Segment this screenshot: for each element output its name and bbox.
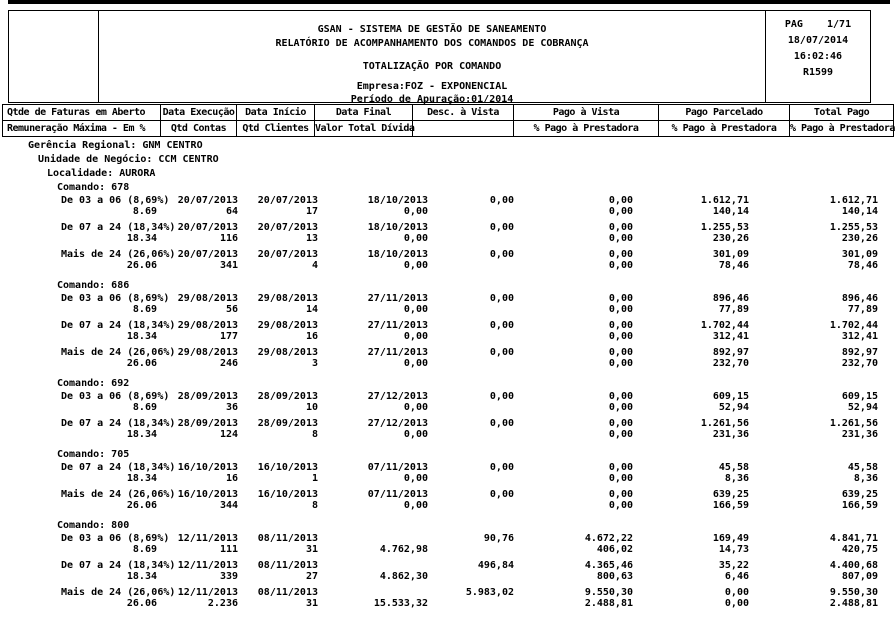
row-line (0, 195, 895, 206)
page-indicator: PAG 1/71 (784, 19, 852, 30)
faixa-label: Mais de 24 (26,06%) (61, 587, 176, 598)
row-line (0, 233, 895, 244)
cell-pago-a-vista: 0,00 (608, 418, 633, 429)
cell-data-execucao: 29/08/2013 (177, 320, 238, 331)
faixa-label: Mais de 24 (26,06%) (61, 249, 176, 260)
cell-qtd-clientes: 17 (305, 206, 318, 217)
cell-total-pago: 301,09 (841, 249, 878, 260)
unidade-negocio-line: Unidade de Negócio: CCM CENTRO (38, 154, 219, 165)
comando-label: Comando: 705 (57, 449, 130, 460)
cell-remuneracao: 18.34 (126, 571, 157, 582)
cell-pago-parcelado: 1.261,56 (700, 418, 749, 429)
faixa-label: De 03 a 06 (8,69%) (61, 391, 170, 402)
cell-data-execucao: 20/07/2013 (177, 222, 238, 233)
cell-qtd-clientes: 16 (305, 331, 318, 342)
cell-pct-pago-parcelado: 8,36 (724, 473, 749, 484)
cell-pago-a-vista: 0,00 (608, 249, 633, 260)
cell-pago-parcelado: 0,00 (724, 587, 749, 598)
cell-pct-pago-vista: 0,00 (608, 429, 633, 440)
cell-pago-parcelado: 301,09 (712, 249, 749, 260)
col-pct-total-pago: % Pago à Prestadora (790, 121, 894, 137)
cell-total-pago: 639,25 (841, 489, 878, 500)
cell-data-final: 07/11/2013 (367, 462, 428, 473)
faixa-label: Mais de 24 (26,06%) (61, 347, 176, 358)
cell-desc-a-vista: 0,00 (489, 462, 514, 473)
cell-data-execucao: 16/10/2013 (177, 489, 238, 500)
cell-data-inicio: 16/10/2013 (257, 462, 318, 473)
cell-remuneracao: 26.06 (126, 260, 157, 271)
cell-qtd-contas: 64 (225, 206, 238, 217)
cell-pct-pago-parcelado: 140,14 (712, 206, 749, 217)
cell-desc-a-vista: 90,76 (483, 533, 514, 544)
cell-total-pago: 1.612,71 (829, 195, 878, 206)
cell-data-inicio: 29/08/2013 (257, 320, 318, 331)
cell-remuneracao: 8.69 (132, 544, 157, 555)
cell-qtd-clientes: 8 (311, 500, 318, 511)
cell-pct-pago-vista: 0,00 (608, 358, 633, 369)
cell-pct-pago-parcelado: 0,00 (724, 598, 749, 609)
header-title-cell (99, 11, 765, 105)
comando-label: Comando: 678 (57, 182, 130, 193)
faixa-label: De 03 a 06 (8,69%) (61, 533, 170, 544)
cell-pct-total-pago: 807,09 (841, 571, 878, 582)
col-data-inicio: Data Início (237, 105, 315, 121)
cell-data-inicio: 29/08/2013 (257, 347, 318, 358)
cell-pct-pago-vista: 2.488,81 (584, 598, 633, 609)
cell-pct-pago-parcelado: 52,94 (718, 402, 749, 413)
cell-pago-a-vista: 0,00 (608, 489, 633, 500)
row-line (0, 206, 895, 217)
cell-qtd-clientes: 27 (305, 571, 318, 582)
col-valor-total-divida: Valor Total Dívida (315, 121, 413, 137)
cell-qtd-clientes: 3 (311, 358, 318, 369)
cell-qtd-clientes: 10 (305, 402, 318, 413)
table-row (0, 418, 895, 440)
cell-pago-a-vista: 4.365,46 (584, 560, 633, 571)
row-line (0, 347, 895, 358)
cell-pct-pago-vista: 800,63 (596, 571, 633, 582)
table-row (0, 560, 895, 582)
report-header-box (8, 10, 871, 103)
table-row (0, 249, 895, 271)
report-body (0, 136, 895, 614)
cell-valor-total-divida: 0,00 (403, 304, 428, 315)
row-line (0, 304, 895, 315)
cell-data-inicio: 08/11/2013 (257, 533, 318, 544)
cell-pct-total-pago: 2.488,81 (829, 598, 878, 609)
cell-data-execucao: 28/09/2013 (177, 418, 238, 429)
cell-remuneracao: 8.69 (132, 304, 157, 315)
cell-total-pago: 1.255,53 (829, 222, 878, 233)
cell-valor-total-divida: 0,00 (403, 402, 428, 413)
cell-qtd-contas: 111 (219, 544, 238, 555)
cell-data-inicio: 08/11/2013 (257, 560, 318, 571)
cell-qtd-clientes: 1 (311, 473, 318, 484)
row-line (0, 418, 895, 429)
cell-data-execucao: 12/11/2013 (177, 533, 238, 544)
faixa-label: De 03 a 06 (8,69%) (61, 293, 170, 304)
report-date: 18/07/2014 (787, 35, 849, 46)
col-qtd-clientes: Qtd Clientes (237, 121, 315, 137)
cell-pct-pago-parcelado: 77,89 (718, 304, 749, 315)
cell-data-execucao: 12/11/2013 (177, 587, 238, 598)
cell-pago-a-vista: 0,00 (608, 347, 633, 358)
cell-qtd-contas: 36 (225, 402, 238, 413)
row-line (0, 249, 895, 260)
row-line (0, 462, 895, 473)
cell-data-inicio: 20/07/2013 (257, 195, 318, 206)
cell-pago-a-vista: 0,00 (608, 391, 633, 402)
cell-pago-a-vista: 0,00 (608, 195, 633, 206)
cell-pago-a-vista: 0,00 (608, 293, 633, 304)
faixa-label: De 07 a 24 (18,34%) (61, 222, 176, 233)
cell-total-pago: 896,46 (841, 293, 878, 304)
cell-total-pago: 45,58 (847, 462, 878, 473)
cell-desc-a-vista: 0,00 (489, 489, 514, 500)
cell-valor-total-divida: 0,00 (403, 206, 428, 217)
cell-valor-total-divida: 4.862,30 (379, 571, 428, 582)
cell-pago-a-vista: 0,00 (608, 462, 633, 473)
cell-pct-pago-vista: 0,00 (608, 473, 633, 484)
cell-data-execucao: 20/07/2013 (177, 195, 238, 206)
cell-valor-total-divida: 0,00 (403, 260, 428, 271)
cell-qtd-clientes: 31 (305, 544, 318, 555)
comando-block (0, 181, 895, 271)
cell-data-final: 27/11/2013 (367, 320, 428, 331)
row-line (0, 571, 895, 582)
column-header-grid (2, 104, 894, 137)
cell-qtd-contas: 116 (219, 233, 238, 244)
cell-data-final: 18/10/2013 (367, 249, 428, 260)
cell-pct-pago-vista: 406,02 (596, 544, 633, 555)
col-data-final: Data Final (315, 105, 413, 121)
row-line (0, 500, 895, 511)
cell-data-inicio: 28/09/2013 (257, 418, 318, 429)
cell-valor-total-divida: 0,00 (403, 358, 428, 369)
cell-qtd-clientes: 31 (305, 598, 318, 609)
comando-label: Comando: 800 (57, 520, 130, 531)
cell-data-execucao: 16/10/2013 (177, 462, 238, 473)
row-line (0, 598, 895, 609)
cell-valor-total-divida: 15.533,32 (373, 598, 428, 609)
comando-label: Comando: 692 (57, 378, 130, 389)
cell-desc-a-vista: 0,00 (489, 391, 514, 402)
cell-pago-a-vista: 0,00 (608, 320, 633, 331)
col-qtd-contas: Qtd Contas (161, 121, 237, 137)
cell-qtd-contas: 56 (225, 304, 238, 315)
cell-data-inicio: 20/07/2013 (257, 249, 318, 260)
cell-pct-pago-vista: 0,00 (608, 233, 633, 244)
localidade-line: Localidade: AURORA (47, 168, 156, 179)
cell-pct-total-pago: 166,59 (841, 500, 878, 511)
comando-block (0, 448, 895, 511)
cell-data-final: 27/11/2013 (367, 347, 428, 358)
cell-pct-total-pago: 230,26 (841, 233, 878, 244)
cell-pago-parcelado: 169,49 (712, 533, 749, 544)
cell-pct-pago-parcelado: 6,46 (724, 571, 749, 582)
cell-remuneracao: 18.34 (126, 233, 157, 244)
cell-pct-pago-parcelado: 231,36 (712, 429, 749, 440)
report-title: RELATÓRIO DE ACOMPANHAMENTO DOS COMANDOS DE COBRANÇA (275, 38, 589, 49)
cell-pago-parcelado: 1.702,44 (700, 320, 749, 331)
cell-valor-total-divida: 0,00 (403, 331, 428, 342)
cell-data-final: 27/12/2013 (367, 418, 428, 429)
comando-label: Comando: 686 (57, 280, 130, 291)
cell-data-final: 18/10/2013 (367, 222, 428, 233)
row-line (0, 222, 895, 233)
comando-block (0, 377, 895, 440)
cell-pct-pago-parcelado: 78,46 (718, 260, 749, 271)
row-line (0, 320, 895, 331)
cell-pago-parcelado: 896,46 (712, 293, 749, 304)
cell-desc-a-vista: 0,00 (489, 249, 514, 260)
page-top-rule (8, 0, 890, 4)
table-row (0, 347, 895, 369)
cell-total-pago: 1.702,44 (829, 320, 878, 331)
cell-valor-total-divida: 0,00 (403, 429, 428, 440)
gerencia-regional-line: Gerência Regional: GNM CENTRO (28, 140, 203, 151)
cell-data-final: 27/12/2013 (367, 391, 428, 402)
cell-remuneracao: 18.34 (126, 331, 157, 342)
cell-pct-total-pago: 420,75 (841, 544, 878, 555)
report-subtitle: TOTALIZAÇÃO POR COMANDO (362, 61, 502, 72)
col-pct-pago-parcelado: % Pago à Prestadora (659, 121, 790, 137)
cell-remuneracao: 18.34 (126, 473, 157, 484)
cell-total-pago: 892,97 (841, 347, 878, 358)
empresa-line: Empresa:FOZ - EXPONENCIAL (356, 81, 508, 92)
comandos-list (0, 181, 895, 609)
cell-pct-pago-parcelado: 166,59 (712, 500, 749, 511)
cell-valor-total-divida: 0,00 (403, 500, 428, 511)
faixa-label: De 03 a 06 (8,69%) (61, 195, 170, 206)
cell-total-pago: 1.261,56 (829, 418, 878, 429)
table-row (0, 391, 895, 413)
col-remuneracao: Remuneração Máxima - Em % (3, 121, 161, 137)
col-total-pago: Total Pago (790, 105, 894, 121)
cell-pago-parcelado: 1.255,53 (700, 222, 749, 233)
cell-valor-total-divida: 4.762,98 (379, 544, 428, 555)
cell-remuneracao: 26.06 (126, 500, 157, 511)
col-data-execucao: Data Execução (161, 105, 237, 121)
row-line (0, 358, 895, 369)
cell-pct-pago-vista: 0,00 (608, 500, 633, 511)
cell-desc-a-vista: 0,00 (489, 418, 514, 429)
cell-pct-total-pago: 140,14 (841, 206, 878, 217)
cell-data-execucao: 29/08/2013 (177, 293, 238, 304)
cell-desc-a-vista: 496,84 (477, 560, 514, 571)
row-line (0, 587, 895, 598)
cell-remuneracao: 26.06 (126, 598, 157, 609)
faixa-label: Mais de 24 (26,06%) (61, 489, 176, 500)
cell-desc-a-vista: 0,00 (489, 347, 514, 358)
cell-desc-a-vista: 5.983,02 (465, 587, 514, 598)
cell-pago-parcelado: 1.612,71 (700, 195, 749, 206)
cell-data-final: 27/11/2013 (367, 293, 428, 304)
cell-qtd-clientes: 13 (305, 233, 318, 244)
cell-qtd-contas: 341 (219, 260, 238, 271)
cell-remuneracao: 8.69 (132, 206, 157, 217)
row-line (0, 293, 895, 304)
cell-pct-pago-vista: 0,00 (608, 331, 633, 342)
cell-pago-parcelado: 35,22 (718, 560, 749, 571)
col-pct-pago-vista: % Pago à Prestadora (514, 121, 659, 137)
cell-data-inicio: 20/07/2013 (257, 222, 318, 233)
cell-data-execucao: 29/08/2013 (177, 347, 238, 358)
cell-remuneracao: 26.06 (126, 358, 157, 369)
cell-qtd-contas: 177 (219, 331, 238, 342)
row-line (0, 331, 895, 342)
cell-pct-total-pago: 231,36 (841, 429, 878, 440)
cell-pago-parcelado: 892,97 (712, 347, 749, 358)
table-row (0, 489, 895, 511)
cell-pct-total-pago: 52,94 (847, 402, 878, 413)
cell-data-final: 07/11/2013 (367, 489, 428, 500)
col-pago-a-vista: Pago à Vista (514, 105, 659, 121)
cell-qtd-contas: 2.236 (207, 598, 238, 609)
row-line (0, 560, 895, 571)
cell-total-pago: 609,15 (841, 391, 878, 402)
faixa-label: De 07 a 24 (18,34%) (61, 560, 176, 571)
cell-total-pago: 4.841,71 (829, 533, 878, 544)
header-meta-cell (765, 11, 870, 102)
cell-valor-total-divida: 0,00 (403, 473, 428, 484)
cell-pct-total-pago: 78,46 (847, 260, 878, 271)
comando-block (0, 519, 895, 609)
cell-desc-a-vista: 0,00 (489, 320, 514, 331)
cell-pago-a-vista: 9.550,30 (584, 587, 633, 598)
cell-valor-total-divida: 0,00 (403, 233, 428, 244)
report-time: 16:02:46 (793, 51, 843, 62)
row-line (0, 429, 895, 440)
table-row (0, 293, 895, 315)
cell-remuneracao: 18.34 (126, 429, 157, 440)
table-row (0, 195, 895, 217)
cell-pago-parcelado: 609,15 (712, 391, 749, 402)
table-row (0, 320, 895, 342)
cell-data-inicio: 29/08/2013 (257, 293, 318, 304)
cell-pago-parcelado: 45,58 (718, 462, 749, 473)
table-row (0, 533, 895, 555)
cell-desc-a-vista: 0,00 (489, 293, 514, 304)
cell-qtd-contas: 124 (219, 429, 238, 440)
cell-pct-total-pago: 232,70 (841, 358, 878, 369)
table-row (0, 462, 895, 484)
cell-pago-a-vista: 4.672,22 (584, 533, 633, 544)
cell-data-inicio: 16/10/2013 (257, 489, 318, 500)
cell-qtd-contas: 344 (219, 500, 238, 511)
row-line (0, 489, 895, 500)
system-title: GSAN - SISTEMA DE GESTÃO DE SANEAMENTO (317, 24, 547, 35)
cell-pct-total-pago: 312,41 (841, 331, 878, 342)
header-empty-cell (9, 11, 99, 102)
row-line (0, 260, 895, 271)
col-qtde-faturas: Qtde de Faturas em Aberto (3, 105, 161, 121)
faixa-label: De 07 a 24 (18,34%) (61, 462, 176, 473)
cell-pct-pago-vista: 0,00 (608, 304, 633, 315)
cell-data-final: 18/10/2013 (367, 195, 428, 206)
cell-pct-pago-vista: 0,00 (608, 206, 633, 217)
cell-total-pago: 9.550,30 (829, 587, 878, 598)
cell-qtd-contas: 246 (219, 358, 238, 369)
col-pago-parcelado: Pago Parcelado (659, 105, 790, 121)
cell-pct-pago-parcelado: 232,70 (712, 358, 749, 369)
cell-qtd-clientes: 4 (311, 260, 318, 271)
report-code: R1599 (802, 67, 834, 78)
cell-data-inicio: 28/09/2013 (257, 391, 318, 402)
cell-qtd-contas: 339 (219, 571, 238, 582)
row-line (0, 402, 895, 413)
cell-data-execucao: 20/07/2013 (177, 249, 238, 260)
cell-pct-pago-parcelado: 312,41 (712, 331, 749, 342)
cell-pct-pago-vista: 0,00 (608, 402, 633, 413)
col-desc-a-vista: Desc. à Vista (413, 105, 514, 121)
cell-qtd-clientes: 8 (311, 429, 318, 440)
cell-pct-total-pago: 8,36 (853, 473, 878, 484)
row-line (0, 473, 895, 484)
periodo-line: Período de Apuração:01/2014 (350, 94, 514, 105)
col-blank (413, 121, 514, 137)
cell-data-execucao: 12/11/2013 (177, 560, 238, 571)
cell-qtd-contas: 16 (225, 473, 238, 484)
cell-desc-a-vista: 0,00 (489, 222, 514, 233)
cell-data-inicio: 08/11/2013 (257, 587, 318, 598)
cell-pago-parcelado: 639,25 (712, 489, 749, 500)
table-row (0, 222, 895, 244)
cell-data-execucao: 28/09/2013 (177, 391, 238, 402)
comando-block (0, 279, 895, 369)
row-line (0, 391, 895, 402)
cell-pct-pago-parcelado: 230,26 (712, 233, 749, 244)
cell-total-pago: 4.400,68 (829, 560, 878, 571)
row-line (0, 544, 895, 555)
cell-pct-total-pago: 77,89 (847, 304, 878, 315)
cell-remuneracao: 8.69 (132, 402, 157, 413)
cell-qtd-clientes: 14 (305, 304, 318, 315)
faixa-label: De 07 a 24 (18,34%) (61, 320, 176, 331)
table-row (0, 587, 895, 609)
cell-pago-a-vista: 0,00 (608, 222, 633, 233)
faixa-label: De 07 a 24 (18,34%) (61, 418, 176, 429)
cell-pct-pago-vista: 0,00 (608, 260, 633, 271)
cell-pct-pago-parcelado: 14,73 (718, 544, 749, 555)
cell-desc-a-vista: 0,00 (489, 195, 514, 206)
row-line (0, 533, 895, 544)
